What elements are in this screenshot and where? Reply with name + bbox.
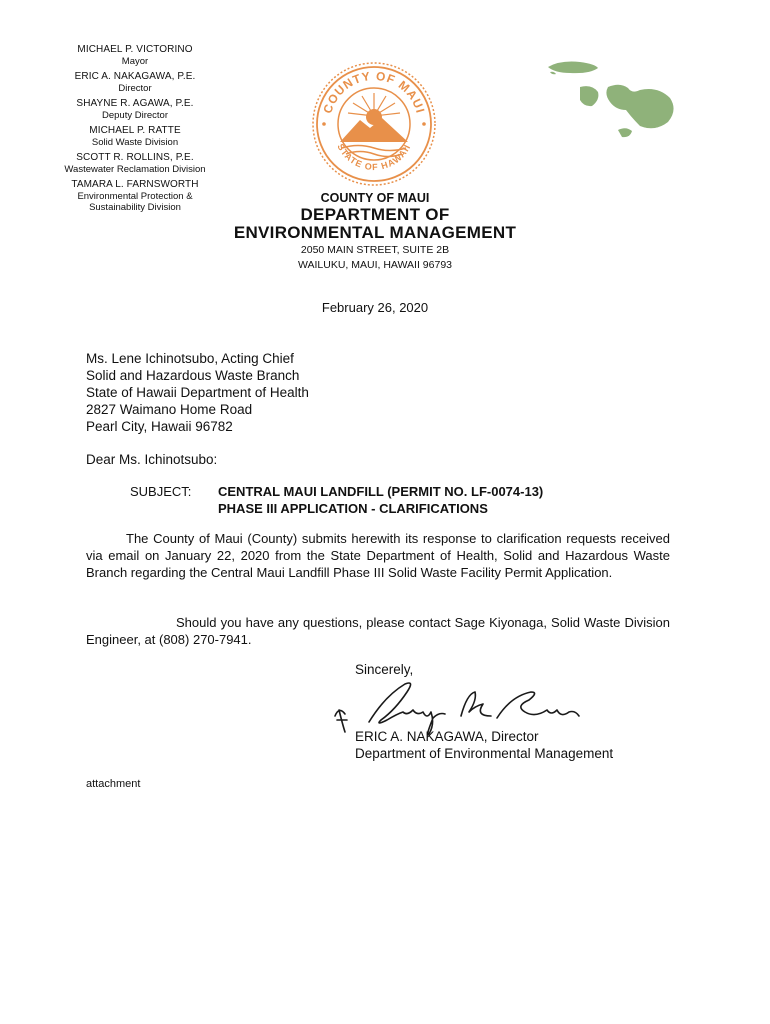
letterhead-county: COUNTY OF MAUI	[320, 191, 430, 205]
letter-date: February 26, 2020	[321, 300, 429, 315]
recipient-line: 2827 Waimano Home Road	[86, 402, 253, 417]
staff-entry	[40, 179, 230, 213]
staff-name: MICHAEL P. RATTE	[89, 125, 181, 136]
subject-label: SUBJECT:	[130, 484, 192, 499]
closing: Sincerely,	[355, 662, 414, 677]
staff-title: Sustainability Division	[89, 202, 181, 213]
staff-name: MICHAEL P. VICTORINO	[77, 44, 193, 55]
letterhead-department: DEPARTMENT OF	[300, 205, 450, 224]
staff-entry	[40, 152, 230, 175]
recipient-line: Solid and Hazardous Waste Branch	[86, 368, 300, 383]
staff-name: ERIC A. NAKAGAWA, P.E.	[74, 71, 196, 82]
subject-text	[218, 483, 618, 517]
staff-list	[40, 44, 230, 217]
signer-department: Department of Environmental Management	[355, 746, 614, 761]
attachment-note: attachment	[86, 778, 141, 790]
subject-line: CENTRAL MAUI LANDFILL (PERMIT NO. LF-0074-13)	[218, 484, 544, 499]
recipient-line: Pearl City, Hawaii 96782	[86, 419, 233, 434]
staff-title: Director	[118, 83, 152, 94]
body-paragraph: The County of Maui (County) submits herewith its response to clarification requests received via email on January 22, 2020 from the State Department of Health, Solid and Hazardous Waste Branch regarding the Central Maui Landfill Phase III Solid Waste Facility Permit Application.	[86, 531, 670, 580]
staff-name: SHAYNE R. AGAWA, P.E.	[76, 98, 194, 109]
staff-title: Wastewater Reclamation Division	[64, 164, 206, 175]
staff-title: Mayor	[121, 56, 149, 67]
recipient-line: State of Hawaii Department of Health	[86, 385, 309, 400]
signer-block	[355, 728, 613, 762]
county-seal-logo	[310, 60, 438, 188]
staff-title: Solid Waste Division	[91, 137, 179, 148]
letterhead	[230, 190, 520, 272]
staff-entry	[40, 71, 230, 94]
signer-name: ERIC A. NAKAGAWA, Director	[355, 729, 539, 744]
staff-name: SCOTT R. ROLLINS, P.E.	[76, 152, 194, 163]
letterhead-department: ENVIRONMENTAL MANAGEMENT	[233, 223, 517, 242]
letterhead-address: 2050 MAIN STREET, SUITE 2B	[300, 244, 450, 256]
letterhead-address: WAILUKU, MAUI, HAWAII 96793	[297, 259, 453, 271]
recipient-address	[86, 350, 309, 435]
staff-entry	[40, 44, 230, 67]
recipient-line: Ms. Lene Ichinotsubo, Acting Chief	[86, 351, 294, 366]
staff-entry	[40, 98, 230, 121]
subject-line: PHASE III APPLICATION - CLARIFICATIONS	[218, 501, 488, 516]
body-paragraph: Should you have any questions, please contact Sage Kiyonaga, Solid Waste Division Engineer, at (808) 270-7941.	[86, 615, 670, 647]
staff-title: Environmental Protection &	[77, 191, 193, 202]
staff-title: Deputy Director	[102, 110, 168, 121]
seal-top-text: COUNTY OF MAUI	[320, 68, 428, 116]
staff-name: TAMARA L. FARNSWORTH	[71, 179, 199, 190]
maui-islands-map-icon	[540, 52, 690, 152]
salutation: Dear Ms. Ichinotsubo:	[86, 452, 218, 467]
staff-entry	[40, 125, 230, 148]
seal-bottom-text: STATE OF HAWAII	[335, 142, 413, 173]
